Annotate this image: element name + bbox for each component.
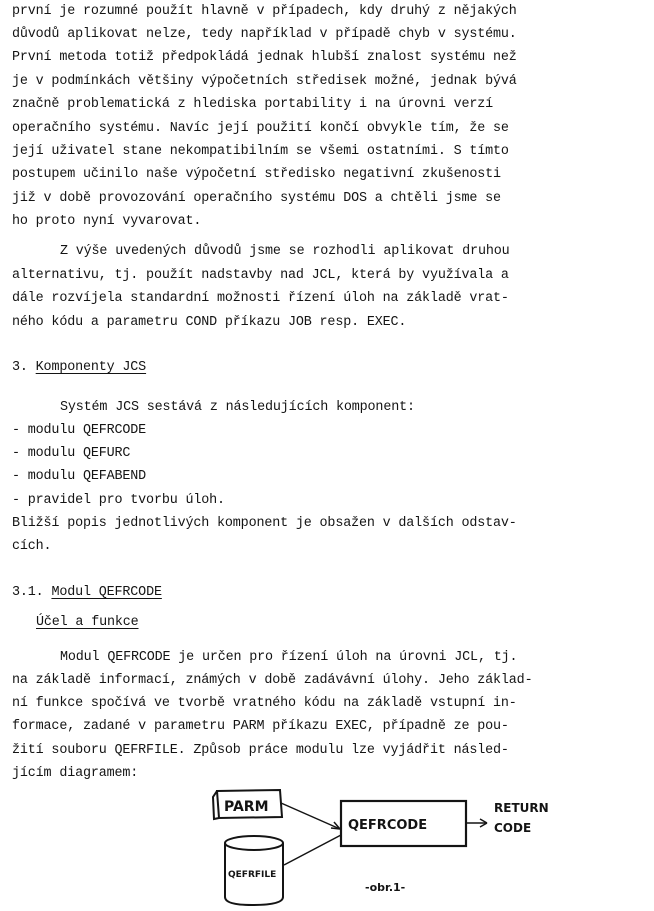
section-title: Modul QEFRCODE [51, 585, 162, 600]
figure-caption: -obr.1- [365, 881, 406, 894]
text-line: Systém JCS sestává z následujících komponent: [60, 400, 415, 415]
text-line: Modul QEFRCODE je určen pro řízení úloh na úrovni JCL, tj. [60, 650, 518, 665]
cylinder-top [225, 836, 283, 850]
text-line: ného kódu a parametru COND příkazu JOB resp. EXEC. [12, 315, 407, 330]
text-line: je v podmínkách většiny výpočetních středisek možné, jednak bývá [12, 74, 517, 89]
text-line: již v době provozování operačního systému DOS a chtěli jsme se [12, 191, 501, 206]
text-line: na základě informací, známých v době zadávávní úlohy. Jeho základ- [12, 673, 533, 688]
module-label: QEFRCODE [348, 818, 428, 833]
text-line: značně problematická z hlediska portability i na úrovni verzí [12, 97, 494, 112]
text-line: cích. [12, 539, 52, 554]
text-line: její uživatel stane nekompatibilním se všemi ostatními. S tímto [12, 144, 509, 159]
text-line: dále rozvíjela standardní možnosti řízení úloh na základě vrat- [12, 291, 509, 306]
section-3-1-heading [12, 581, 162, 604]
text-line: důvodů aplikovat nelze, tedy například v případě chyb v systému. [12, 27, 517, 42]
section-number: 3.1. [12, 585, 44, 600]
parm-label: PARM [224, 799, 269, 815]
section-title: Komponenty JCS [35, 360, 147, 375]
text-line: žití souboru QEFRFILE. Způsob práce modulu lze vyjádřit násled- [12, 743, 509, 758]
code-label: CODE [494, 821, 532, 835]
arrow-file [284, 835, 341, 865]
text-line: operačního systému. Navíc její použití končí obvykle tím, že se [12, 121, 509, 136]
text-line: První metoda totiž předpokládá jednak hlubší znalost systému než [12, 50, 517, 65]
text-line: ní funkce spočívá ve tvorbě vratného kódu na základě vstupní in- [12, 696, 517, 711]
text-line: formace, zadané v parametru PARM příkazu EXEC, případně ze pou- [12, 719, 509, 734]
section-number: 3. [12, 360, 28, 375]
text-line: alternativu, tj. použít nadstavby nad JCL, která by využívala a [12, 268, 509, 283]
section-3-heading [12, 356, 146, 379]
list-item: - modulu QEFURC [12, 446, 131, 461]
list-item: - modulu QEFRCODE [12, 423, 147, 438]
text-line: Bližší popis jednotlivých komponent je obsažen v dalších odstav- [12, 516, 517, 531]
arrow-parm [281, 803, 340, 829]
text-line: ho proto nyní vyvarovat. [12, 214, 202, 229]
diagram-qefrcode [0, 781, 654, 911]
file-label: QEFRFILE [228, 870, 277, 880]
return-label: RETURN [494, 801, 549, 815]
list-item: - modulu QEFABEND [12, 469, 147, 484]
list-item: - pravidel pro tvorbu úloh. [12, 493, 225, 508]
text-line: první je rozumné použít hlavně v případech, kdy druhý z nějakých [12, 4, 517, 19]
text-line: Z výše uvedených důvodů jsme se rozhodli aplikovat druhou [60, 244, 510, 259]
text-line: jícím diagramem: [12, 766, 139, 781]
text-line: postupem učinilo naše výpočetní středisko negativní zkušenosti [12, 167, 501, 182]
subheading: Účel a funkce [36, 615, 139, 630]
